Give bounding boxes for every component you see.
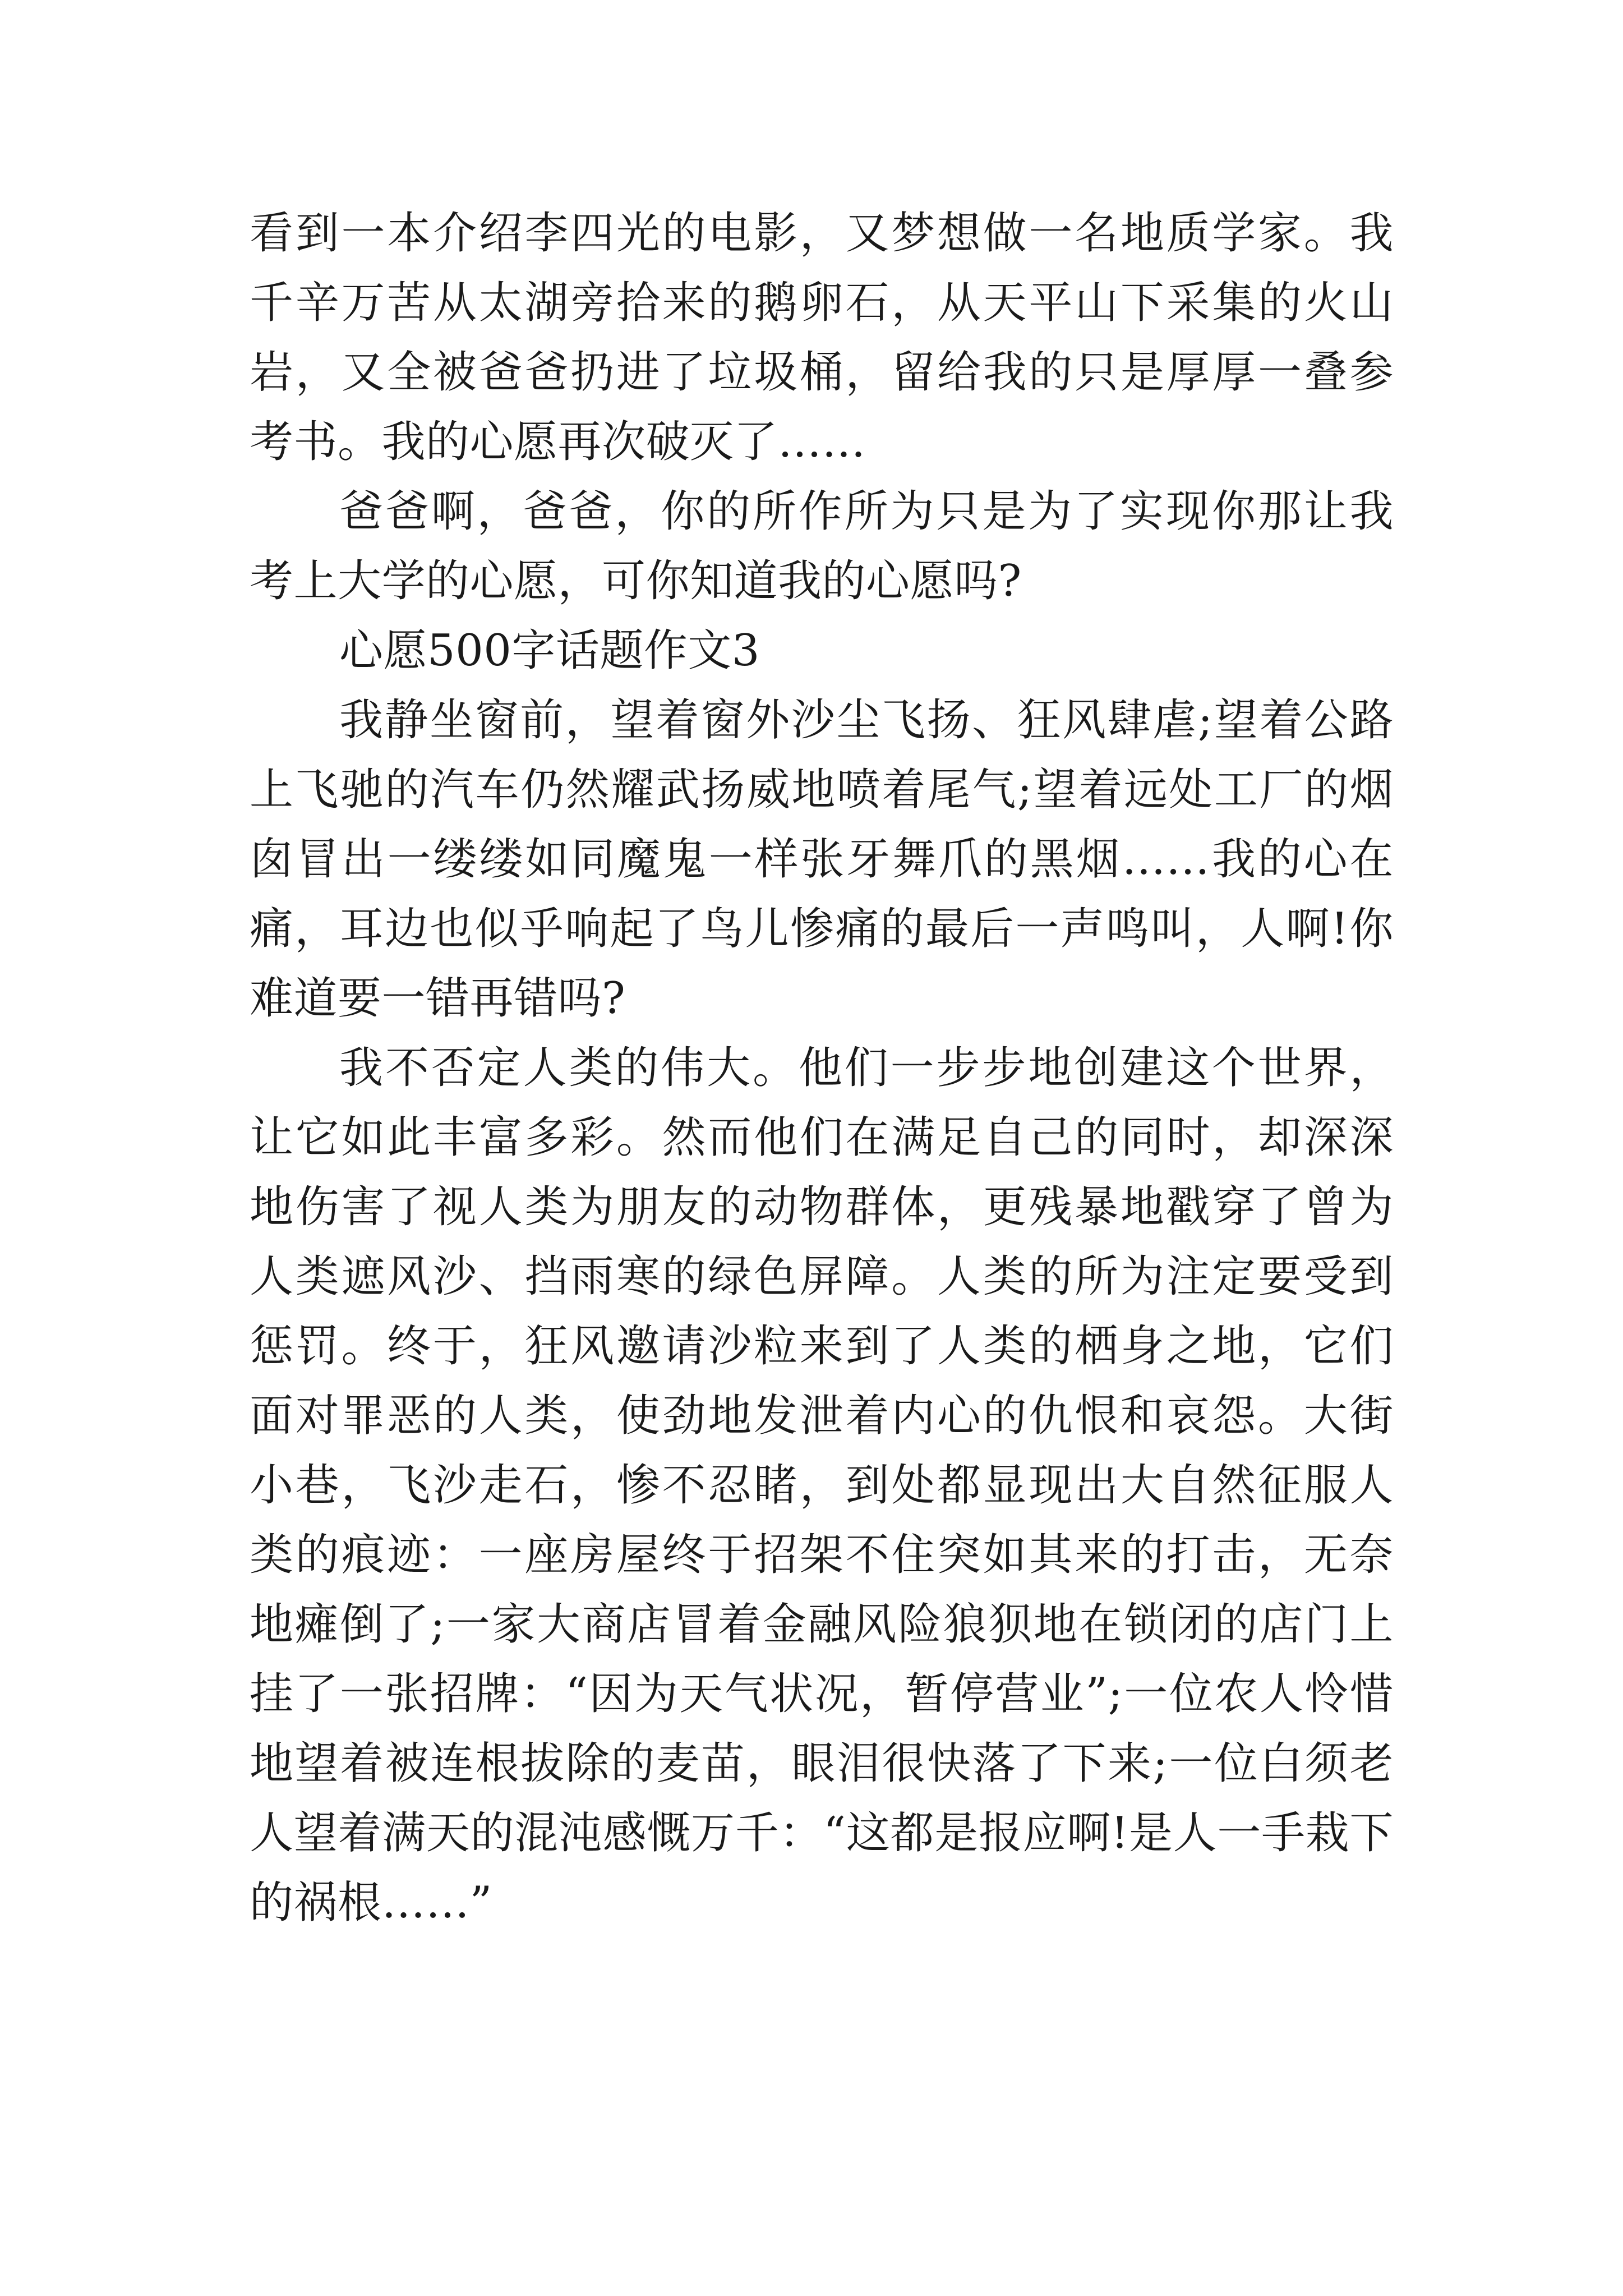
document-body (250, 199, 1394, 1938)
paragraph-3: 我静坐窗前，望着窗外沙尘飞扬、狂风肆虐;望着公路上飞驰的汽车仍然耀武扬威地喷着尾气;望着远处工厂的烟囱冒出一缕缕如同魔鬼一样张牙舞爪的黑烟……我的心在痛，耳边也似乎响起了鸟儿惨痛的最后一声鸣叫，人啊!你难道要一错再错吗? (250, 695, 1394, 1024)
paragraph-2: 爸爸啊，爸爸，你的所作所为只是为了实现你那让我考上大学的心愿，可你知道我的心愿吗? (250, 486, 1394, 606)
section-title: 心愿500字话题作文3 (339, 625, 760, 676)
paragraph-1: 看到一本介绍李四光的电影，又梦想做一名地质学家。我千辛万苦从太湖旁拾来的鹅卵石，从天平山下采集的火山岩，又全被爸爸扔进了垃圾桶，留给我的只是厚厚一叠参考书。我的心愿再次破灭了…… (250, 208, 1394, 467)
paragraph-4: 我不否定人类的伟大。他们一步步地创建这个世界，让它如此丰富多彩。然而他们在满足自己的同时，却深深地伤害了视人类为朋友的动物群体，更残暴地戳穿了曾为人类遮风沙、挡雨寒的绿色屏障。人类的所为注定要受到惩罚。终于，狂风邀请沙粒来到了人类的栖身之地，它们面对罪恶的人类，使劲地发泄着内心的仇恨和哀怨。大街小巷，飞沙走石，惨不忍睹，到处都显现出大自然征服人类的痕迹：一座房屋终于招架不住突如其来的打击，无奈地瘫倒了;一家大商店冒着金融风险狼狈地在锁闭的店门上挂了一张招牌：“因为天气状况，暂停营业”;一位农人怜惜地望着被连根拔除的麦苗，眼泪很快落了下来;一位白须老人望着满天的混沌感慨万千：“这都是报应啊!是人一手栽下的祸根……” (250, 1043, 1394, 1928)
